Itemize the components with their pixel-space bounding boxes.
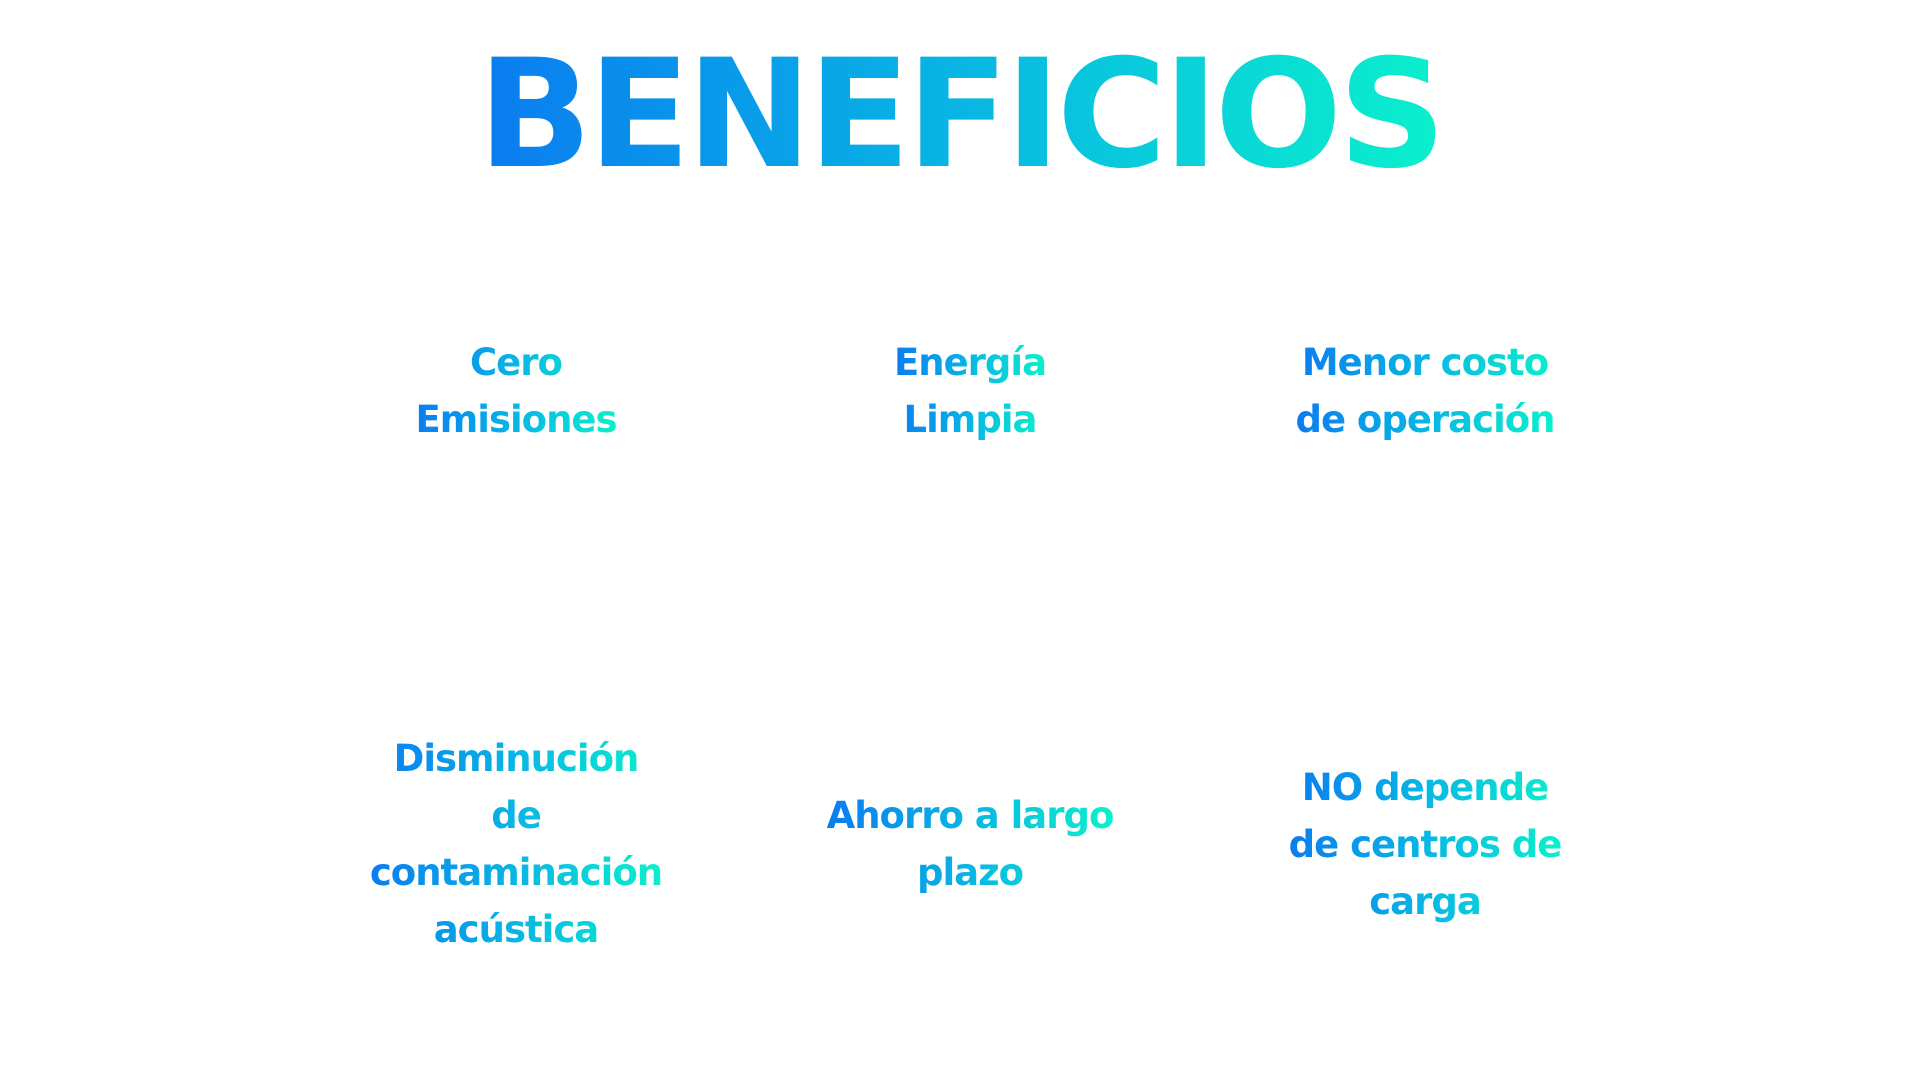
benefit-label: Cero Emisiones (415, 334, 616, 448)
benefit-label: Ahorro a largo plazo (827, 787, 1114, 901)
benefit-noise-reduction (286, 730, 746, 958)
benefit-label: Menor costo de operación (1295, 334, 1554, 448)
benefit-clean-energy (740, 334, 1200, 448)
page-title (0, 28, 1920, 202)
page-title-text: BENEFICIOS (477, 28, 1443, 202)
benefit-label: NO depende de centros de carga (1289, 759, 1562, 930)
benefit-independent-charging (1195, 759, 1655, 930)
benefit-label: Disminución de contaminación acústica (370, 730, 662, 958)
benefit-zero-emissions (286, 334, 746, 448)
benefit-lower-operating-cost (1195, 334, 1655, 448)
benefit-long-term-savings (740, 787, 1200, 901)
benefit-label: Energía Limpia (894, 334, 1046, 448)
